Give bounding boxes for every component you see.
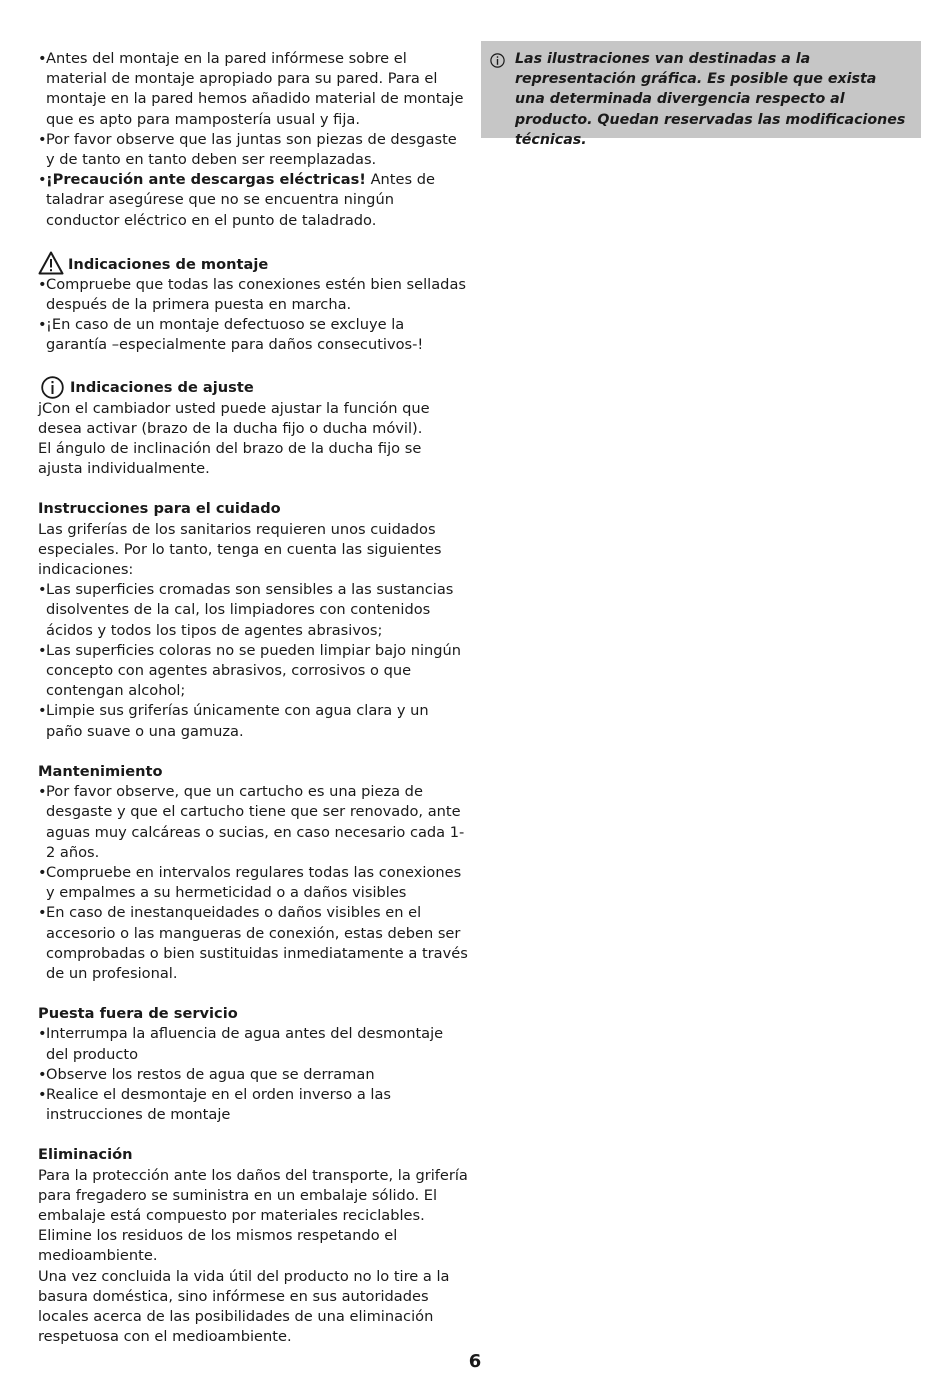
list-item	[46, 130, 468, 170]
bullet-text: Compruebe que todas las conexiones estén bien selladas después de la primera puesta en marcha.	[46, 275, 466, 314]
section-title: Instrucciones para el cuidado	[38, 500, 281, 518]
list-item	[46, 782, 468, 863]
bullet-text: Las superficies coloras no se pueden limpiar bajo ningún concepto con agentes abrasivos, corrosivos o que contengan alcohol;	[46, 641, 462, 700]
section-title: Indicaciones de ajuste	[70, 379, 254, 397]
mantenimiento-section	[38, 762, 468, 984]
paragraph: El ángulo de inclinación del brazo de la ducha fijo se ajusta individualmente.	[38, 440, 422, 478]
paragraph: Las griferías de los sanitarios requieren unos cuidados especiales. Por lo tanto, tenga en cuenta las siguientes indicaciones:	[38, 520, 442, 579]
bullet-text: Observe los restos de agua que se derraman	[46, 1065, 375, 1083]
mantenimiento-bullet-list	[38, 782, 468, 984]
bullet-text: Las superficies cromadas son sensibles a las sustancias disolventes de la cal, los limpiadores con contenidos ácidos y todos los tipos de agentes abrasivos;	[46, 581, 454, 639]
illustration-notice-box	[481, 41, 921, 148]
list-item	[46, 1085, 468, 1125]
fuera-servicio-bullet-list	[38, 1024, 468, 1125]
section-title: Indicaciones de montaje	[68, 255, 269, 273]
list-item	[46, 315, 468, 355]
bullet-text: Por favor observe que las juntas son piezas de desgaste y de tanto en tanto deben ser reemplazadas.	[46, 130, 457, 169]
info-icon	[41, 376, 64, 399]
list-item	[46, 863, 468, 903]
warning-icon	[38, 251, 64, 275]
list-item	[46, 49, 468, 130]
paragraph: Una vez concluida la vida útil del producto no lo tire a la basura doméstica, sino infórmese en sus autoridades locales acerca de las posibilidades de una eliminación respetuosa con el medioambiente.	[38, 1267, 450, 1346]
notice-text: Las ilustraciones van destinadas a la representación gráfica. Es posible que exista una determinada divergencia respecto al producto. Quedan reservadas las modificaciones técnicas.	[515, 51, 906, 148]
list-item	[46, 903, 468, 984]
list-item	[46, 1024, 468, 1064]
list-item	[46, 701, 468, 741]
bullet-text: Antes del montaje en la pared infórmese sobre el material de montaje apropiado para su pared. Para el montaje en la pared hemos añadido material de montaje que es apto para mampostería usual y fija.	[46, 50, 464, 128]
list-item	[46, 275, 468, 315]
paragraph: Para la protección ante los daños del transporte, la grifería para fregadero se suministra en un embalaje sólido. El embalaje está compuesto por materiales reciclables. Elimine los residuos de los mismos respetando el medioambiente.	[38, 1166, 468, 1265]
bullet-text: Antes de taladrar asegúrese que no se encuentra ningún conductor eléctrico en el punto de taladrado.	[46, 171, 435, 229]
list-item	[46, 641, 468, 702]
section-title: Puesta fuera de servicio	[38, 1005, 238, 1023]
intro-bullet-list	[38, 49, 468, 231]
cuidado-bullet-list	[38, 580, 468, 742]
fuera-servicio-section	[38, 1004, 468, 1125]
list-item	[46, 170, 468, 231]
bullet-text: Compruebe en intervalos regulares todas las conexiones y empalmes a su hermeticidad o a daños visibles	[46, 863, 462, 902]
warning-emphasis: ¡Precaución ante descargas eléctricas!	[46, 171, 366, 189]
eliminacion-section	[38, 1145, 468, 1347]
list-item	[46, 580, 468, 641]
section-title: Eliminación	[38, 1146, 133, 1164]
bullet-text: Limpie sus griferías únicamente con agua clara y un paño suave o una gamuza.	[46, 702, 429, 740]
section-title: Mantenimiento	[38, 762, 163, 780]
page-number: 6	[468, 1351, 482, 1372]
montaje-heading	[38, 251, 468, 275]
ajuste-heading	[38, 376, 468, 399]
montaje-section	[38, 251, 468, 356]
bullet-text: ¡En caso de un montaje defectuoso se excluye la garantía –especialmente para daños consecutivos-!	[46, 316, 424, 354]
left-column	[38, 49, 468, 1347]
ajuste-section	[38, 376, 468, 480]
paragraph: jCon el cambiador usted puede ajustar la función que desea activar (brazo de la ducha fijo o ducha móvil).	[38, 399, 430, 437]
bullet-text: Por favor observe, que un cartucho es una pieza de desgaste y que el cartucho tiene que ser renovado, ante aguas muy calcáreas o sucias, en caso necesario cada 1-2 años.	[46, 783, 465, 861]
bullet-text: En caso de inestanqueidades o daños visibles en el accesorio o las mangueras de conexión, estas deben ser comprobadas o bien sustituidas inmediatamente a través de un profesional.	[46, 904, 468, 982]
list-item	[46, 1065, 468, 1085]
cuidado-section	[38, 499, 468, 741]
bullet-text: Realice el desmontaje en el orden inverso a las instrucciones de montaje	[46, 1085, 392, 1124]
info-icon	[490, 53, 505, 74]
montaje-bullet-list	[38, 275, 468, 356]
bullet-text: Interrumpa la afluencia de agua antes del desmontaje del producto	[46, 1025, 444, 1063]
